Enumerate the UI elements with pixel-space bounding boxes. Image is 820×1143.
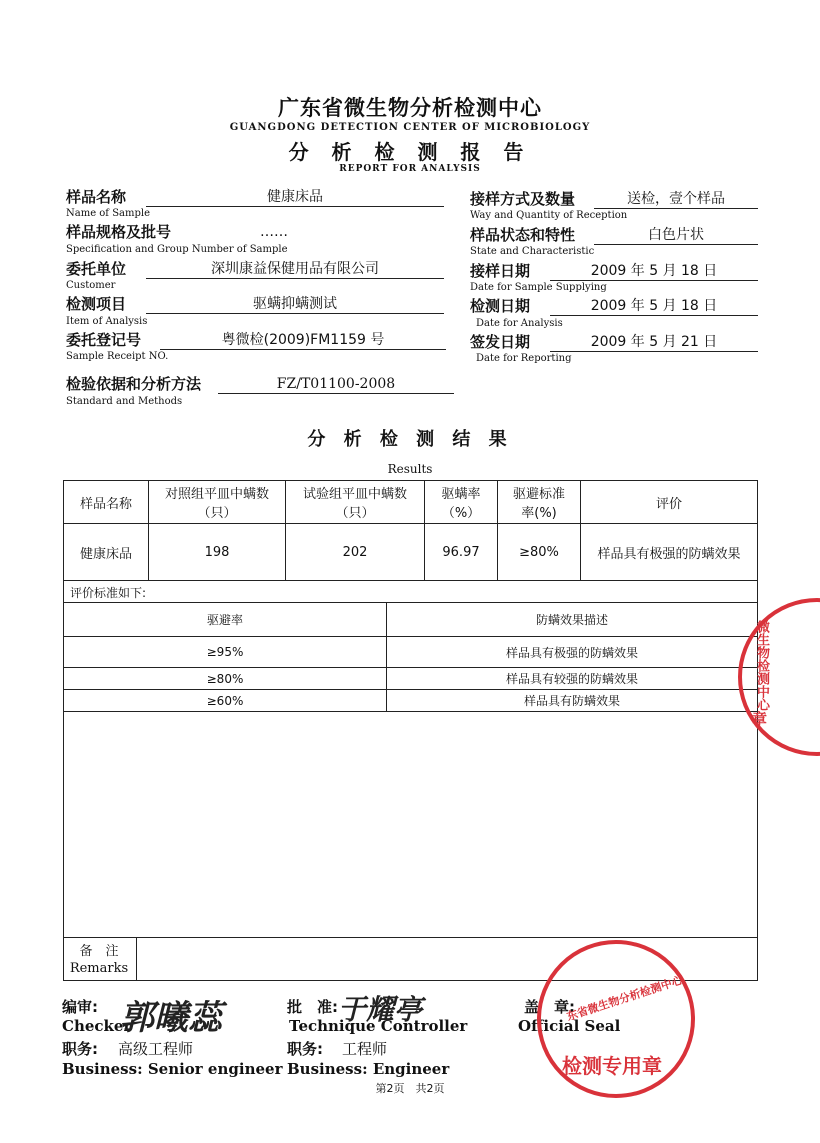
col-evaluation: 评价 [581,481,758,524]
criteria-rate: ≥80% [64,668,387,690]
sample-name-label: 样品名称 [66,188,127,206]
results-title-cn: 分 析 检 测 结 果 [307,429,513,450]
item-value: 驱螨抑螨测试 [146,295,444,314]
receipt-label: 委托登记号 [66,331,142,349]
controller-label-cn: 批 准: [287,998,338,1016]
results-header-row [64,481,758,524]
report-date-label: 签发日期 [470,333,531,351]
edge-seal-text: 微生物检测中心 [754,620,769,711]
table-row [64,690,758,712]
controller-business: Business: Engineer [287,1060,450,1078]
analysis-date-label-en: Date for Analysis [476,318,563,329]
page-number: 第2页 共2页 [375,1082,445,1095]
col-sample-name: 样品名称 [64,481,149,524]
controller-label-en: Technique Controller [289,1017,468,1035]
table-row [64,637,758,668]
seal-main-text: 检测专用章 [562,1054,662,1078]
customer-label: 委托单位 [66,260,127,278]
report-date-label-en: Date for Reporting [476,353,572,364]
spec-label-en: Specification and Group Number of Sample [66,244,288,255]
seal-label-cn: 盖 章: [524,998,575,1016]
state-label-en: State and Characteristic [470,246,595,257]
seal-arc-text: 东省微生物分析检测中心 [565,973,685,1024]
way-value: 送检，壹个样品 [594,190,758,209]
sample-name-value: 健康床品 [146,188,444,207]
criteria-header-row [64,603,758,637]
col-test-count-unit: （只） [335,506,375,521]
receipt-label-en: Sample Receipt NO. [66,351,169,362]
spec-label: 样品规格及批号 [66,223,172,241]
standard-label-en: Standard and Methods [66,396,183,407]
controller-title: 工程师 [342,1040,388,1058]
customer-value: 深圳康益保健用品有限公司 [146,260,444,279]
checker-business: Business: Senior engineer [62,1060,283,1078]
criteria-rate: ≥95% [64,637,387,668]
receipt-value: 粤微检(2009)FM1159 号 [160,331,446,350]
checker-signature: 郭曦蕊 [120,998,222,1038]
col-repel-rate [425,481,498,524]
report-date-value: 2009 年 5 月 21 日 [550,333,758,352]
state-value: 白色片状 [594,226,758,245]
analysis-date-label: 检测日期 [470,297,531,315]
criteria-description: 样品具有防螨效果 [387,690,758,712]
remarks-label-en: Remarks [69,961,129,976]
checker-label-en: Checker [62,1017,132,1035]
col-standard-rate-line1: 驱避标准 [512,487,565,502]
col-repel-rate-line1: 驱螨率 [441,487,481,502]
criteria-table [63,602,758,712]
seal-label-en: Official Seal [518,1017,621,1035]
cell-repel-rate: 96.97 [425,524,498,581]
controller-title-label: 职务: [287,1040,323,1058]
checker-title-label: 职务: [62,1040,98,1058]
controller-signature: 于耀亭 [338,993,423,1026]
checker-label-cn: 编审: [62,998,98,1016]
cell-standard-rate: ≥80% [498,524,581,581]
criteria-description: 样品具有极强的防螨效果 [387,637,758,668]
criteria-rate: ≥60% [64,690,387,712]
results-title-en: Results [387,462,433,476]
col-test-count [286,481,425,524]
spec-value: …… [260,224,288,240]
sample-name-label-en: Name of Sample [66,208,151,219]
results-table [63,480,758,581]
table-row [64,524,758,581]
customer-label-en: Customer [66,280,116,291]
remarks-label-cn: 备 注 [79,944,119,959]
report-title-en: REPORT FOR ANALYSIS [339,164,481,174]
criteria-col-description: 防螨效果描述 [387,603,758,637]
analysis-date-value: 2009 年 5 月 18 日 [550,297,758,316]
supply-date-label-en: Date for Sample Supplying [470,282,607,293]
item-label-en: Item of Analysis [66,316,148,327]
col-control-count-line1: 对照组平皿中螨数 [164,487,269,502]
item-label: 检测项目 [66,295,127,313]
criteria-col-rate: 驱避率 [64,603,387,637]
org-title-cn: 广东省微生物分析检测中心 [278,96,542,120]
checker-title: 高级工程师 [118,1040,194,1058]
report-title-cn: 分 析 检 测 报 告 [288,140,532,164]
state-label: 样品状态和特性 [470,226,576,244]
org-title-en: GUANGDONG DETECTION CENTER OF MICROBIOLOGY [229,122,591,133]
table-row [64,668,758,690]
cell-test-count: 202 [286,524,425,581]
way-label: 接样方式及数量 [470,190,576,208]
col-repel-rate-unit: （%） [441,506,481,521]
col-control-count [149,481,286,524]
way-label-en: Way and Quantity of Reception [470,210,628,221]
criteria-title: 评价标准如下: [70,586,147,600]
edge-seal-text-bottom: 章 [752,710,768,728]
col-test-count-line1: 试验组平皿中螨数 [302,487,407,502]
supply-date-value: 2009 年 5 月 18 日 [550,262,758,281]
cell-evaluation: 样品具有极强的防螨效果 [581,524,758,581]
cell-sample-name: 健康床品 [64,524,149,581]
standard-label: 检验依据和分析方法 [66,375,202,393]
criteria-description: 样品具有较强的防螨效果 [387,668,758,690]
col-standard-rate-line2: 率(%) [521,506,557,521]
cell-control-count: 198 [149,524,286,581]
standard-value: FZ/T01100-2008 [218,375,454,394]
col-control-count-unit: （只） [197,506,237,521]
supply-date-label: 接样日期 [470,262,531,280]
col-standard-rate [498,481,581,524]
